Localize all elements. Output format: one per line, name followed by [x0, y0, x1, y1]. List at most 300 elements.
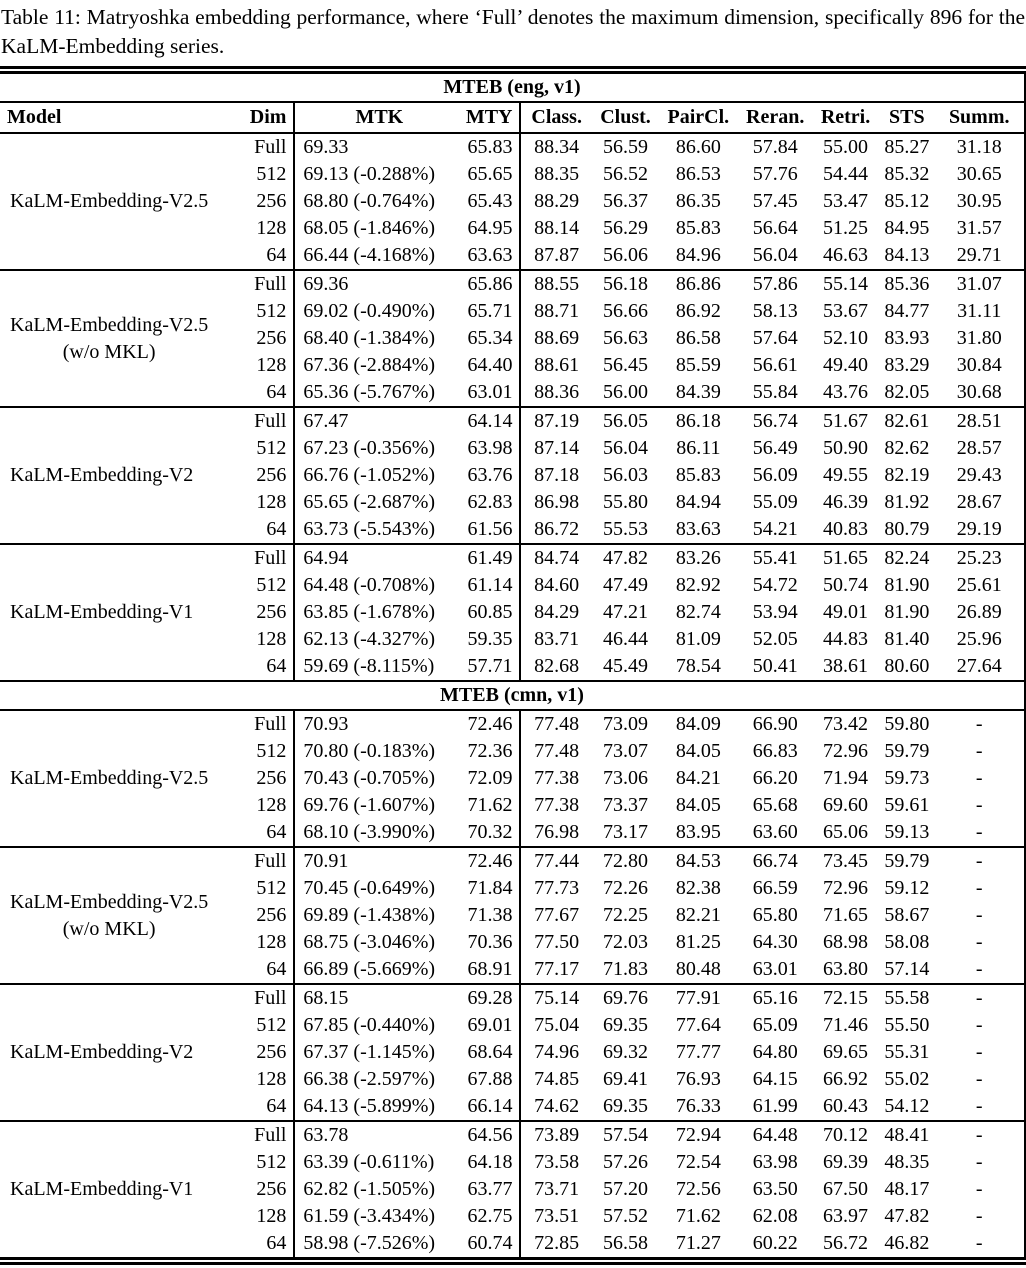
model-name-text: [10, 188, 208, 215]
model-name-text: [10, 1176, 193, 1203]
model-name-text: [10, 1039, 193, 1066]
metric-value: 25.61: [956, 574, 1002, 597]
results-table: [0, 66, 1026, 1265]
mty-value: 60.74: [463, 1230, 519, 1261]
mty-value: 61.14: [463, 572, 519, 599]
metric-value: 62.08: [752, 1205, 798, 1228]
metric-value: 55.41: [752, 547, 798, 570]
metric-value: 80.79: [879, 516, 934, 544]
metric-value: 56.61: [752, 354, 798, 377]
metric-value: 84.13: [879, 242, 934, 270]
metric-value: 82.19: [884, 464, 930, 487]
metric-value: 63.97: [823, 1205, 869, 1228]
mty-value: 65.43: [463, 188, 519, 215]
metric-value: 63.80: [812, 956, 879, 984]
mty-value: 65.65: [463, 161, 519, 188]
metric-value: 87.14: [534, 437, 580, 460]
metric-value: 87.87: [520, 242, 593, 270]
metric-value: 56.58: [593, 1230, 658, 1261]
metric-value: 29.43: [956, 464, 1002, 487]
mty-value: 63.98: [463, 435, 519, 462]
metric-value: -: [975, 794, 983, 817]
metric-value: 80.48: [658, 956, 738, 984]
metric-value: 84.94: [675, 491, 721, 514]
mtk-value: 68.05 (-1.846%): [303, 217, 436, 240]
metric-value: 76.33: [658, 1093, 738, 1121]
mty-value: 64.56: [463, 1121, 519, 1149]
metric-value: 83.95: [658, 819, 738, 847]
metric-value: 73.89: [534, 1124, 580, 1147]
mtk-value: 69.89 (-1.438%): [303, 904, 436, 927]
mty-value: 63.77: [463, 1176, 519, 1203]
mtk-value: 68.15: [303, 987, 349, 1010]
mtk-value: 70.93: [303, 713, 349, 736]
mtk-value: 69.36: [303, 273, 349, 296]
dim-value: Full: [233, 544, 294, 572]
metric-value: 30.95: [956, 190, 1002, 213]
mty-value: 72.36: [463, 738, 519, 765]
metric-value: 84.96: [658, 242, 738, 270]
mty-value: 63.01: [463, 379, 519, 407]
metric-value: 25.96: [956, 628, 1002, 651]
mty-value: 64.18: [463, 1149, 519, 1176]
metric-value: -: [975, 1014, 983, 1037]
mtk-value: 69.13 (-0.288%): [303, 163, 436, 186]
metric-value: 74.96: [534, 1041, 580, 1064]
model-name: [0, 1121, 233, 1261]
table-row: [0, 270, 1025, 298]
metric-value: 30.68: [934, 379, 1025, 407]
metric-value: 63.01: [739, 956, 812, 984]
metric-value: 82.38: [675, 877, 721, 900]
metric-value: 55.02: [884, 1068, 930, 1091]
metric-value: 47.82: [603, 547, 648, 570]
mtk-value: 67.36 (-2.884%): [303, 354, 436, 377]
mtk-value: 64.94: [303, 547, 349, 570]
dim-value: 256: [233, 599, 294, 626]
metric-value: 81.09: [675, 628, 721, 651]
metric-value: 55.09: [752, 491, 798, 514]
metric-value: 59.73: [884, 767, 930, 790]
mty-value: 65.71: [463, 298, 519, 325]
dim-value: 512: [233, 161, 294, 188]
model-name-line: KaLM-Embedding-V1: [10, 1178, 194, 1201]
mty-value: 72.46: [463, 710, 519, 738]
metric-value: 72.80: [603, 850, 648, 873]
metric-value: 64.30: [752, 931, 798, 954]
mtk-value: 63.39 (-0.611%): [303, 1151, 435, 1174]
metric-value: 70.12: [823, 1124, 869, 1147]
metric-value: -: [934, 819, 1025, 847]
metric-value: 57.86: [752, 273, 798, 296]
metric-value: 56.04: [603, 437, 648, 460]
metric-value: 86.98: [534, 491, 580, 514]
column-header-class: Class.: [520, 102, 593, 133]
dim-value: Full: [233, 1121, 294, 1149]
metric-value: 31.07: [956, 273, 1002, 296]
metric-value: 88.71: [534, 300, 580, 323]
metric-value: 82.92: [675, 574, 721, 597]
metric-value: 81.25: [675, 931, 721, 954]
metric-value: 56.52: [603, 163, 648, 186]
metric-value: 84.60: [534, 574, 580, 597]
metric-value: 57.26: [603, 1151, 648, 1174]
metric-value: 73.71: [534, 1178, 580, 1201]
metric-value: 71.27: [658, 1230, 738, 1261]
metric-value: 46.82: [879, 1230, 934, 1261]
model-name-line: KaLM-Embedding-V2.5: [10, 313, 209, 336]
metric-value: 65.09: [752, 1014, 798, 1037]
mtk-value: 63.85 (-1.678%): [303, 601, 436, 624]
metric-value: 26.89: [956, 601, 1002, 624]
metric-value: 57.14: [879, 956, 934, 984]
metric-value: 50.41: [739, 653, 812, 681]
metric-value: 82.68: [520, 653, 593, 681]
metric-value: -: [975, 850, 983, 873]
mtk-value: 68.80 (-0.764%): [303, 190, 436, 213]
column-header-sts: STS: [879, 102, 934, 133]
metric-value: 81.90: [884, 574, 930, 597]
metric-value: 86.11: [676, 437, 721, 460]
metric-value: 59.61: [884, 794, 930, 817]
mtk-value: 61.59 (-3.434%): [303, 1205, 436, 1228]
metric-value: -: [975, 904, 983, 927]
mty-value: 71.84: [463, 875, 519, 902]
metric-value: 71.62: [675, 1205, 721, 1228]
metric-value: 88.55: [534, 273, 580, 296]
metric-value: -: [934, 1230, 1025, 1261]
column-header-model: Model: [0, 102, 233, 133]
dim-value: 128: [233, 352, 294, 379]
column-header-clust: Clust.: [593, 102, 658, 133]
metric-value: 53.94: [752, 601, 798, 624]
metric-value: 71.94: [823, 767, 869, 790]
metric-value: 38.61: [812, 653, 879, 681]
metric-value: 28.51: [956, 410, 1002, 433]
metric-value: 85.59: [675, 354, 721, 377]
dim-value: 64: [233, 956, 294, 984]
metric-value: 60.22: [739, 1230, 812, 1261]
metric-value: 77.67: [534, 904, 580, 927]
mtk-value: 67.23 (-0.356%): [303, 437, 436, 460]
metric-value: 69.60: [823, 794, 869, 817]
metric-value: 82.05: [879, 379, 934, 407]
mty-value: 71.38: [463, 902, 519, 929]
mtk-value: 58.98 (-7.526%): [294, 1230, 463, 1261]
model-name-text: [10, 889, 208, 943]
metric-value: 56.72: [812, 1230, 879, 1261]
metric-value: 69.65: [823, 1041, 869, 1064]
metric-value: 57.52: [603, 1205, 648, 1228]
model-name-line: KaLM-Embedding-V2.5: [10, 890, 209, 913]
metric-value: 30.65: [956, 163, 1002, 186]
metric-value: 73.37: [603, 794, 648, 817]
metric-value: 88.35: [534, 163, 580, 186]
dim-value: 256: [233, 1176, 294, 1203]
metric-value: 59.13: [879, 819, 934, 847]
metric-value: 80.60: [879, 653, 934, 681]
metric-value: 85.12: [884, 190, 930, 213]
metric-value: 87.18: [534, 464, 580, 487]
metric-value: 76.98: [520, 819, 593, 847]
dim-value: 128: [233, 792, 294, 819]
table-row: [0, 984, 1025, 1012]
metric-value: 71.65: [823, 904, 869, 927]
metric-value: 82.21: [675, 904, 721, 927]
table-row: [0, 544, 1025, 572]
metric-value: 88.29: [534, 190, 580, 213]
metric-value: 66.92: [823, 1068, 869, 1091]
dim-value: 512: [233, 572, 294, 599]
metric-value: 56.74: [752, 410, 798, 433]
metric-value: 73.17: [593, 819, 658, 847]
metric-value: 60.43: [812, 1093, 879, 1121]
metric-value: 51.25: [823, 217, 869, 240]
column-header-retri: Retri.: [812, 102, 879, 133]
metric-value: 75.04: [534, 1014, 580, 1037]
metric-value: 72.94: [675, 1124, 721, 1147]
metric-value: 86.92: [675, 300, 721, 323]
metric-value: 56.18: [603, 273, 648, 296]
metric-value: 82.24: [884, 547, 930, 570]
metric-value: 88.61: [534, 354, 580, 377]
metric-value: 84.09: [675, 713, 721, 736]
metric-value: 87.19: [534, 410, 580, 433]
model-name: [0, 270, 233, 407]
metric-value: -: [975, 931, 983, 954]
metric-value: 69.35: [603, 1014, 648, 1037]
metric-value: 47.49: [603, 574, 648, 597]
metric-value: 77.38: [534, 767, 580, 790]
metric-value: 86.35: [675, 190, 721, 213]
metric-value: 72.96: [823, 877, 869, 900]
metric-value: 73.06: [603, 767, 648, 790]
model-name: [0, 133, 233, 270]
metric-value: 78.54: [658, 653, 738, 681]
mty-value: 72.46: [463, 847, 519, 875]
metric-value: -: [975, 767, 983, 790]
metric-value: 88.69: [534, 327, 580, 350]
dim-value: Full: [233, 847, 294, 875]
metric-value: 77.44: [534, 850, 580, 873]
metric-value: 77.48: [534, 740, 580, 763]
metric-value: 52.10: [823, 327, 869, 350]
metric-value: 31.18: [956, 136, 1002, 159]
mtk-value: 67.47: [303, 410, 349, 433]
metric-value: 56.05: [603, 410, 648, 433]
mty-value: 64.95: [463, 215, 519, 242]
metric-value: 86.58: [675, 327, 721, 350]
dim-value: 256: [233, 462, 294, 489]
metric-value: 77.64: [675, 1014, 721, 1037]
metric-value: 55.80: [603, 491, 648, 514]
metric-value: 57.64: [752, 327, 798, 350]
dim-value: 128: [233, 929, 294, 956]
metric-value: 52.05: [752, 628, 798, 651]
dim-value: 64: [233, 242, 294, 270]
metric-value: 84.77: [884, 300, 930, 323]
metric-value: 58.08: [884, 931, 930, 954]
metric-value: 47.21: [603, 601, 648, 624]
model-name-line: KaLM-Embedding-V2.5: [10, 190, 209, 213]
metric-value: 66.90: [752, 713, 798, 736]
metric-value: 83.93: [884, 327, 930, 350]
metric-value: 82.61: [884, 410, 930, 433]
metric-value: 72.56: [675, 1178, 721, 1201]
dim-value: Full: [233, 710, 294, 738]
dim-value: 128: [233, 1066, 294, 1093]
mty-value: 61.56: [463, 516, 519, 544]
metric-value: 66.20: [752, 767, 798, 790]
metric-value: 46.39: [823, 491, 869, 514]
metric-value: 69.41: [603, 1068, 648, 1091]
dim-value: 256: [233, 325, 294, 352]
metric-value: 65.16: [752, 987, 798, 1010]
metric-value: 74.62: [520, 1093, 593, 1121]
metric-value: 84.95: [884, 217, 930, 240]
metric-value: 66.74: [752, 850, 798, 873]
metric-value: 69.32: [603, 1041, 648, 1064]
metric-value: 48.17: [884, 1178, 930, 1201]
metric-value: 58.13: [752, 300, 798, 323]
mty-value: 71.62: [463, 792, 519, 819]
mtk-value: 64.13 (-5.899%): [294, 1093, 463, 1121]
metric-value: 85.27: [884, 136, 930, 159]
mtk-value: 63.78: [303, 1124, 349, 1147]
metric-value: 54.44: [823, 163, 869, 186]
mty-value: 59.35: [463, 626, 519, 653]
metric-value: 66.83: [752, 740, 798, 763]
metric-value: 86.53: [675, 163, 721, 186]
metric-value: 58.67: [884, 904, 930, 927]
metric-value: 47.82: [884, 1205, 930, 1228]
model-name-line: (w/o MKL): [62, 917, 156, 940]
dim-value: Full: [233, 270, 294, 298]
model-name: [0, 544, 233, 681]
metric-value: -: [975, 1205, 983, 1228]
metric-value: 44.83: [823, 628, 869, 651]
metric-value: 64.80: [752, 1041, 798, 1064]
metric-value: 57.20: [603, 1178, 648, 1201]
metric-value: 84.39: [658, 379, 738, 407]
metric-value: 77.50: [534, 931, 580, 954]
mtk-value: 66.38 (-2.597%): [303, 1068, 436, 1091]
mty-value: 57.71: [463, 653, 519, 681]
metric-value: 73.45: [823, 850, 869, 873]
metric-value: 85.36: [884, 273, 930, 296]
metric-value: 81.92: [884, 491, 930, 514]
section-title: MTEB (eng, v1): [0, 70, 1025, 102]
metric-value: 77.38: [534, 794, 580, 817]
table-row: [0, 407, 1025, 435]
metric-value: 86.60: [675, 136, 721, 159]
dim-value: 128: [233, 626, 294, 653]
metric-value: 48.35: [884, 1151, 930, 1174]
metric-value: 63.50: [752, 1178, 798, 1201]
metric-value: 53.67: [823, 300, 869, 323]
metric-value: 59.79: [884, 850, 930, 873]
metric-value: 57.45: [752, 190, 798, 213]
metric-value: 46.44: [603, 628, 648, 651]
metric-value: 29.19: [934, 516, 1025, 544]
mty-value: 68.91: [463, 956, 519, 984]
mty-value: 62.83: [463, 489, 519, 516]
mtk-value: 68.75 (-3.046%): [303, 931, 436, 954]
metric-value: 88.36: [520, 379, 593, 407]
metric-value: 49.40: [823, 354, 869, 377]
metric-value: 56.59: [603, 136, 648, 159]
metric-value: 77.77: [675, 1041, 721, 1064]
metric-value: 83.63: [658, 516, 738, 544]
metric-value: 25.23: [956, 547, 1002, 570]
metric-value: 83.29: [884, 354, 930, 377]
metric-value: 76.93: [675, 1068, 721, 1091]
mtk-value: 62.82 (-1.505%): [303, 1178, 436, 1201]
metric-value: 81.40: [884, 628, 930, 651]
metric-value: 71.83: [593, 956, 658, 984]
table-row: [0, 1121, 1025, 1149]
mtk-value: 70.80 (-0.183%): [303, 740, 436, 763]
metric-value: 50.74: [823, 574, 869, 597]
metric-value: 85.83: [675, 464, 721, 487]
column-header-mty: MTY: [463, 102, 519, 133]
metric-value: 72.15: [823, 987, 869, 1010]
metric-value: 28.57: [956, 437, 1002, 460]
metric-value: 49.01: [823, 601, 869, 624]
mty-value: 63.76: [463, 462, 519, 489]
metric-value: 73.42: [823, 713, 869, 736]
column-header-reran: Reran.: [739, 102, 812, 133]
mty-value: 70.36: [463, 929, 519, 956]
metric-value: 51.67: [823, 410, 869, 433]
metric-value: 40.83: [812, 516, 879, 544]
header-row: [0, 102, 1025, 133]
metric-value: -: [975, 713, 983, 736]
metric-value: 69.39: [823, 1151, 869, 1174]
mtk-value: 67.85 (-0.440%): [303, 1014, 436, 1037]
metric-value: 61.99: [739, 1093, 812, 1121]
metric-value: 72.96: [823, 740, 869, 763]
mty-value: 69.28: [463, 984, 519, 1012]
mty-value: 65.34: [463, 325, 519, 352]
metric-value: -: [934, 1093, 1025, 1121]
metric-value: 73.51: [534, 1205, 580, 1228]
dim-value: 64: [233, 819, 294, 847]
metric-value: 57.84: [752, 136, 798, 159]
model-name-line: KaLM-Embedding-V2.5: [10, 767, 209, 790]
metric-value: 55.58: [884, 987, 930, 1010]
mtk-value: 68.10 (-3.990%): [294, 819, 463, 847]
metric-value: 59.80: [884, 713, 930, 736]
metric-value: 54.21: [739, 516, 812, 544]
section-title-row: [0, 70, 1025, 102]
metric-value: 56.49: [752, 437, 798, 460]
metric-value: 30.84: [956, 354, 1002, 377]
mtk-value: 63.73 (-5.543%): [294, 516, 463, 544]
mtk-value: 65.36 (-5.767%): [294, 379, 463, 407]
model-name: [0, 847, 233, 984]
metric-value: 46.63: [812, 242, 879, 270]
model-name: [0, 407, 233, 544]
metric-value: 84.21: [675, 767, 721, 790]
mty-value: 64.14: [463, 407, 519, 435]
model-name-text: [10, 765, 208, 792]
metric-value: 54.12: [879, 1093, 934, 1121]
metric-value: 84.05: [675, 740, 721, 763]
metric-value: 72.85: [520, 1230, 593, 1261]
mtk-value: 67.37 (-1.145%): [303, 1041, 436, 1064]
mtk-value: 70.91: [303, 850, 349, 873]
